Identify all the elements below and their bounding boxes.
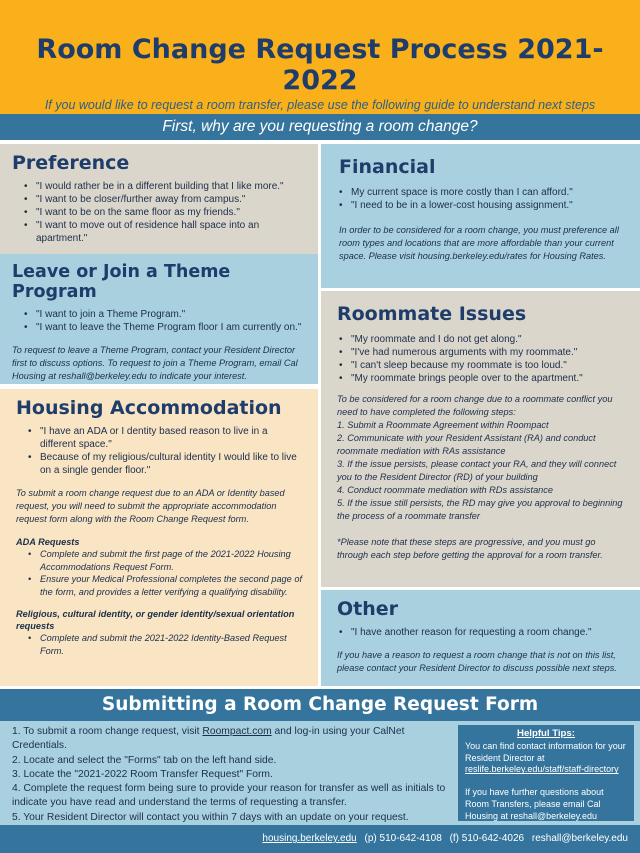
list-item: • "I have an ADA or I dentity based reason to live in a different space." — [28, 425, 306, 451]
other-note: If you have a reason to request a room change that is not on this list, please contact your Resident Director to discuss possible next steps. — [337, 650, 617, 673]
page-title: Room Change Request Process 2021-2022 — [36, 34, 604, 96]
accommodation-heading: Housing Accommodation — [16, 397, 282, 419]
submit-step-text: 1. To submit a room change request, visit — [12, 726, 203, 737]
list-item: • "I need to be in a lower-cost housing assignment." — [339, 199, 628, 212]
list-item: • Complete and submit the first page of the 2021-2022 Housing Accommodations Request Form. — [28, 548, 306, 573]
footer-fax: (f) 510-642-4026 — [449, 833, 525, 844]
roommate-step: 2. Communicate with your Resident Assistant (RA) and conduct roommate mediation with RAs assistance — [337, 433, 596, 456]
financial-note: In order to be considered for a room change, you must preference all room types and locations that are more affordable than your current space. Please visit housing.berkeley.edu/rates for Housing Rates. — [339, 225, 619, 261]
religious-list — [28, 632, 306, 657]
roommate-step: 3. If the issue persists, please contact your RA, and they will connect you to the Resident Director (RD) of your building — [337, 459, 617, 482]
roommate-list — [339, 333, 628, 385]
list-item: • "I would rather be in a different building that I like more." — [24, 180, 306, 193]
footer-website-link[interactable]: housing.berkeley.edu — [262, 833, 357, 844]
submit-step-text: and log-in using your CalNet Credentials. — [12, 726, 405, 752]
submit-step: 3. Locate the "2021-2022 Room Transfer Request" Form. — [12, 768, 273, 780]
list-item: • "I've had numerous arguments with my roommate." — [339, 346, 628, 359]
tips-text: You can find contact information for your Resident Director at — [465, 740, 626, 763]
submit-step — [12, 725, 452, 754]
theme-list — [24, 308, 306, 334]
title-banner — [0, 0, 640, 114]
ada-heading: ADA Requests — [16, 537, 80, 547]
accommodation-note: To submit a room change request due to an ADA or Identity based request, you will need to submit the appropriate accommodation request form along with the Room Change Request form. — [16, 488, 285, 524]
financial-panel — [321, 144, 640, 288]
footer-email[interactable]: reshall@berkeley.edu — [531, 833, 628, 844]
list-item: • "I can't sleep because my roommate is too loud." — [339, 359, 628, 372]
roompact-link[interactable]: Roompact.com — [202, 726, 272, 737]
theme-heading: Leave or Join a Theme Program — [12, 262, 231, 302]
list-item: • "I want to join a Theme Program." — [24, 308, 306, 321]
roommate-steps — [337, 393, 628, 562]
other-list — [339, 626, 628, 639]
staff-directory-link[interactable]: reslife.berkeley.edu/staff/staff-directory — [465, 764, 619, 775]
submit-steps — [12, 725, 452, 825]
roommate-step: 1. Submit a Roommate Agreement within Roompact — [337, 420, 549, 430]
theme-panel — [0, 254, 318, 384]
submit-step: 2. Locate and select the "Forms" tab on the left hand side. — [12, 754, 277, 766]
submit-step: 5. Your Resident Director will contact you within 7 days with an update on your request. — [12, 811, 409, 823]
list-item: • "I want to leave the Theme Program floor I am currently on." — [24, 321, 306, 334]
list-item: • "My roommate brings people over to the apartment." — [339, 372, 628, 385]
list-item: • "I want to be closer/further away from campus." — [24, 193, 306, 206]
roommate-intro: To be considered for a room change due to a roommate conflict you need to have completed the following steps: — [337, 394, 613, 417]
roommate-step: 4. Conduct roommate mediation with RDs assistance — [337, 485, 554, 495]
list-item: • "I want to move out of residence hall space into an apartment." — [24, 219, 306, 245]
financial-heading: Financial — [339, 156, 436, 178]
theme-note: To request to leave a Theme Program, contact your Resident Director first to discuss options. To request to join a Theme Program, email Cal Housing at reshall@berkeley.edu to indicate your interest. — [12, 345, 298, 381]
other-heading: Other — [337, 598, 399, 620]
ada-list — [28, 548, 306, 598]
religious-heading: Religious, cultural identity, or gender identity/sexual orientation requests — [16, 609, 295, 631]
footer — [0, 825, 640, 853]
roommate-panel — [321, 291, 640, 587]
list-item: • "I want to be on the same floor as my friends." — [24, 206, 306, 219]
preference-heading: Preference — [12, 152, 130, 174]
accommodation-panel — [0, 389, 318, 686]
financial-list — [339, 186, 628, 212]
roommate-heading: Roommate Issues — [337, 303, 527, 325]
preference-list — [24, 180, 306, 245]
footer-phone: (p) 510-642-4108 — [364, 833, 442, 844]
roommate-step: 5. If the issue still persists, the RD may give you approval to beginning the process of a roommate transfer — [337, 498, 623, 521]
page-subtitle: If you would like to request a room transfer, please use the following guide to understand next steps — [44, 98, 596, 112]
list-item: • My current space is more costly than I can afford." — [339, 186, 628, 199]
list-item: • "I have another reason for requesting a room change." — [339, 626, 628, 639]
tips-text: If you have further questions about Room Transfers, please email Cal Housing at reshall@berkeley.edu — [465, 787, 604, 821]
other-panel — [321, 590, 640, 686]
list-item: • Ensure your Medical Professional completes the second page of the form, and provides a letter verifying a qualifying disability. — [28, 573, 306, 598]
question-banner: First, why are you requesting a room change? — [0, 114, 640, 140]
tips-heading: Helpful Tips: — [517, 728, 575, 739]
list-item: • "My roommate and I do not get along." — [339, 333, 628, 346]
submit-step: 4. Complete the request form being sure to provide your reason for transfer as well as initials to indicate you have read and understand the terms of requesting a transfer. — [12, 783, 446, 809]
helpful-tips-box — [458, 725, 634, 821]
submit-heading: Submitting a Room Change Request Form — [0, 689, 640, 721]
accommodation-list — [28, 425, 306, 477]
roommate-note: *Please note that these steps are progressive, and you must go through each step before getting the approval for a room transfer. — [337, 537, 603, 560]
list-item: • Complete and submit the 2021-2022 Identity-Based Request Form. — [28, 632, 306, 657]
preference-panel — [0, 144, 318, 254]
list-item: • Because of my religious/cultural identity I would like to live on a single gender floor." — [28, 451, 306, 477]
